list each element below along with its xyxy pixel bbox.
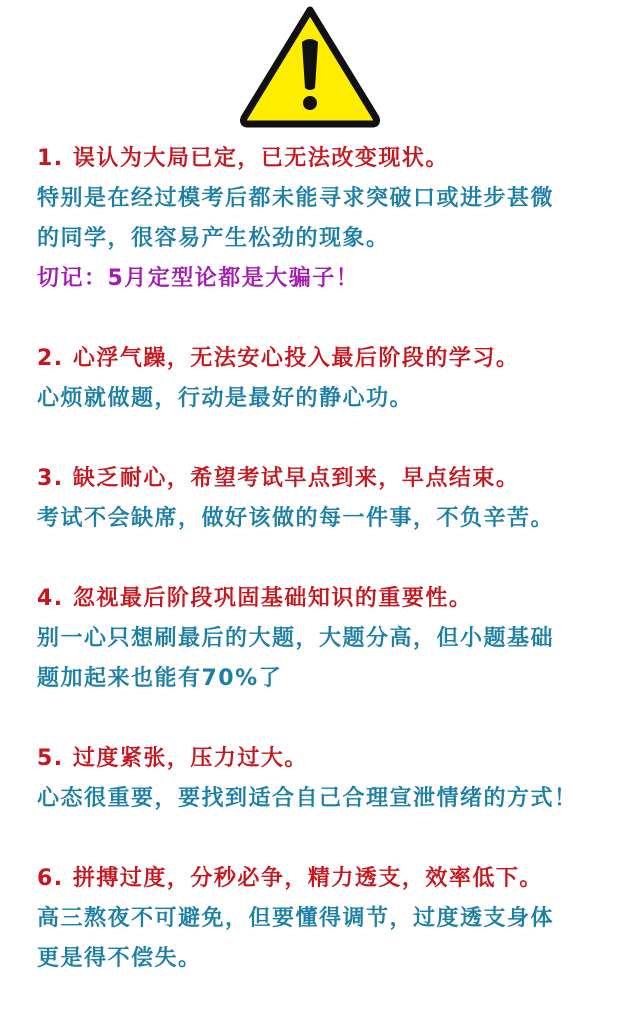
section-1-note: 切记：5月定型论都是大骗子！ [37,266,360,291]
section-1-heading: 1. 误认为大局已定，已无法改变现状。 [37,146,449,171]
section-3-line-1: 考试不会缺席，做好该做的每一件事，不负辛苦。 [37,506,555,531]
section-2-line-1: 心烦就做题，行动是最好的静心功。 [37,386,414,411]
section-2-heading: 2. 心浮气躁，无法安心投入最后阶段的学习。 [37,346,520,371]
section-3-heading: 3. 缺乏耐心，希望考试早点到来，早点结束。 [37,466,520,491]
section-5-heading: 5. 过度紧张，压力过大。 [37,746,308,771]
section-5-line-1: 心态很重要，要找到适合自己合理宣泄情绪的方式！ [37,786,578,811]
section-6-heading: 6. 拼搏过度，分秒必争，精力透支，效率低下。 [37,866,543,891]
section-4-heading: 4. 忽视最后阶段巩固基础知识的重要性。 [37,586,473,611]
section-4-line-2: 题加起来也能有70%了 [37,666,283,691]
section-1-line-2: 的同学，很容易产生松劲的现象。 [37,226,390,251]
section-4-line-1: 别一心只想刷最后的大题，大题分高，但小题基础 [37,626,555,651]
section-1-line-1: 特别是在经过模考后都未能寻求突破口或进步甚微 [37,186,555,211]
section-6-line-2: 更是得不偿失。 [37,946,202,971]
warning-triangle-icon [238,2,382,128]
section-6-line-1: 高三熬夜不可避免，但要懂得调节，过度透支身体 [37,906,555,931]
